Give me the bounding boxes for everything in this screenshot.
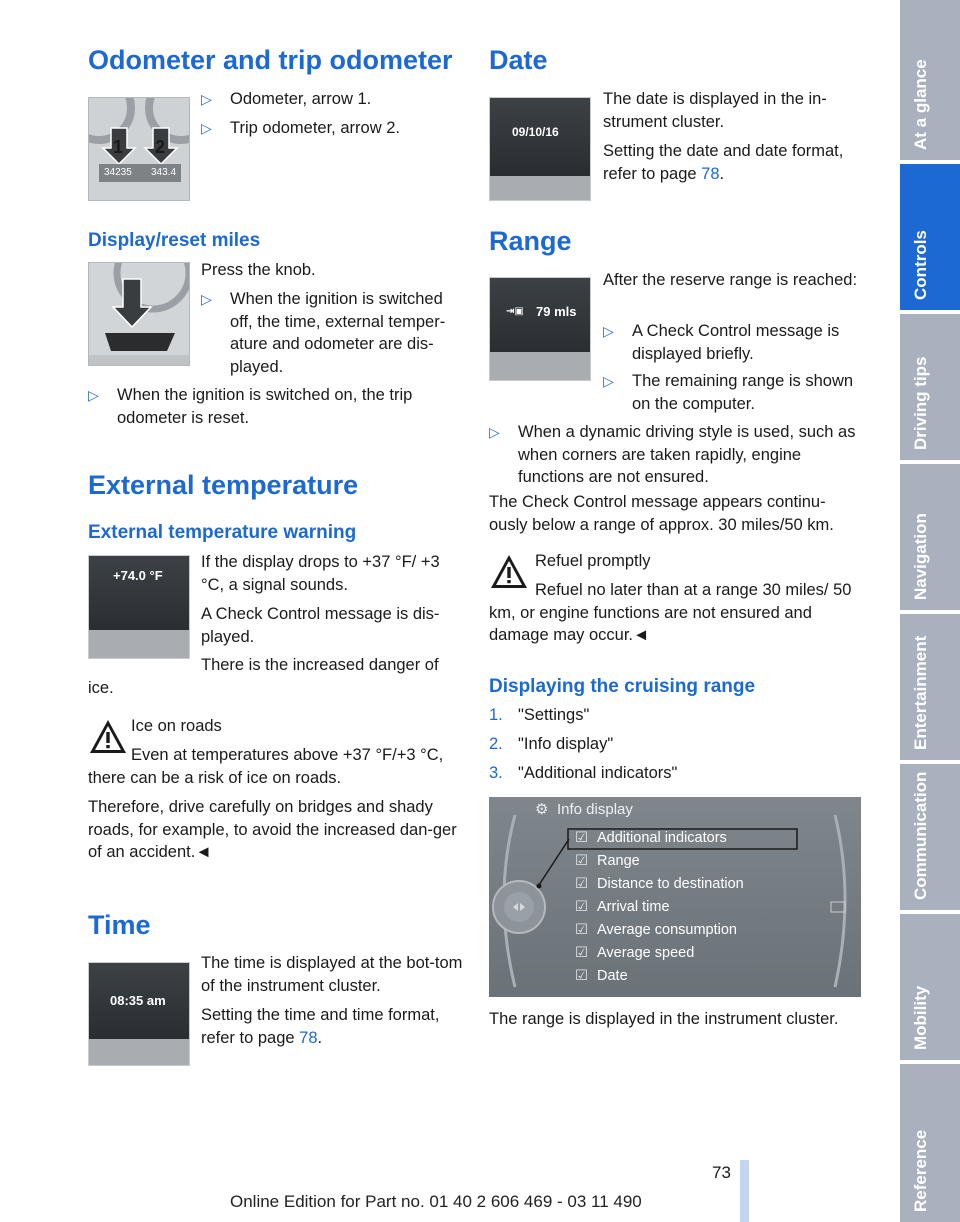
bullet-triangle-icon: ▷ bbox=[201, 291, 212, 307]
press-knob-text: Press the knob. bbox=[201, 261, 316, 279]
odometer-illustration bbox=[89, 98, 190, 201]
bullet-odometer: ▷ Odometer, arrow 1. bbox=[201, 88, 461, 111]
checkbox-icon: ☑ bbox=[575, 945, 588, 961]
knob-illustration bbox=[89, 263, 190, 366]
odometer-image bbox=[88, 97, 190, 201]
menu-item-average-consumption[interactable]: ☑ Average consumption bbox=[575, 922, 737, 938]
temp-ice-danger-text: There is the increased danger of ice. bbox=[88, 656, 439, 697]
temp-check-control-text: A Check Control message is dis-played. bbox=[201, 605, 440, 646]
external-temperature-warning-heading: External temperature warning bbox=[88, 522, 357, 543]
tab-entertainment[interactable]: Entertainment bbox=[900, 614, 960, 760]
step-3: 3. "Additional indicators" bbox=[489, 764, 678, 782]
range-heading: Range bbox=[489, 226, 572, 256]
date-display-text: The date is displayed in the in-strument cluster. bbox=[603, 90, 827, 131]
checkbox-icon: ☑ bbox=[575, 968, 588, 984]
odometer-value: 34235 bbox=[104, 167, 132, 178]
date-display-value: 09/10/16 bbox=[512, 125, 559, 139]
bullet-triangle-icon: ▷ bbox=[603, 373, 614, 389]
range-display-image bbox=[489, 277, 591, 381]
checkbox-icon: ☑ bbox=[575, 876, 588, 892]
arrow-2-label: 2 bbox=[155, 137, 166, 157]
date-page-link[interactable]: 78 bbox=[701, 164, 720, 183]
checkbox-icon: ☑ bbox=[575, 899, 588, 915]
chapter-tabs bbox=[900, 0, 960, 1222]
page-number: 73 bbox=[712, 1163, 731, 1182]
arrow-1-label: 1 bbox=[113, 137, 124, 157]
info-display-menu bbox=[575, 830, 835, 991]
tab-at-a-glance[interactable]: At a glance bbox=[900, 0, 960, 160]
date-setting-text: Setting the date and date format, refer to page 78. bbox=[603, 142, 844, 183]
check-control-continuous-text: The Check Control message appears continu-ously below a range of approx. 30 miles/50 km. bbox=[489, 493, 834, 534]
range-intro-text: After the reserve range is reached: bbox=[603, 271, 858, 289]
info-display-screen bbox=[489, 797, 861, 997]
knob-image bbox=[88, 262, 190, 366]
menu-item-arrival-time[interactable]: ☑ Arrival time bbox=[575, 899, 670, 915]
step-1: 1. "Settings" bbox=[489, 706, 590, 724]
time-heading: Time bbox=[88, 910, 151, 940]
menu-item-distance-to-destination[interactable]: ☑ Distance to destination bbox=[575, 876, 744, 892]
gear-icon: ⚙ bbox=[535, 801, 549, 818]
bullet-triangle-icon: ▷ bbox=[201, 91, 212, 107]
display-bezel bbox=[490, 176, 591, 200]
range-display-value: 79 mls bbox=[536, 304, 577, 319]
checkbox-icon: ☑ bbox=[575, 830, 588, 846]
display-reset-heading: Display/reset miles bbox=[88, 230, 261, 251]
tab-navigation[interactable]: Navigation bbox=[900, 464, 960, 610]
bullet-triangle-icon: ▷ bbox=[88, 387, 99, 403]
display-bezel bbox=[89, 1039, 190, 1065]
bullet-triangle-icon: ▷ bbox=[603, 323, 614, 339]
cruising-range-heading: Displaying the cruising range bbox=[489, 676, 756, 697]
time-display-text: The time is displayed at the bot-tom of the instrument cluster. bbox=[201, 954, 463, 995]
menu-item-average-speed[interactable]: ☑ Average speed bbox=[575, 945, 695, 961]
date-display-image bbox=[489, 97, 591, 201]
external-temperature-heading: External temperature bbox=[88, 470, 359, 500]
time-page-link[interactable]: 78 bbox=[299, 1028, 318, 1047]
bullet-ignition-on: ▷ When the ignition is switched on, the trip odometer is reset. bbox=[88, 386, 413, 427]
refuel-warning-title: Refuel promptly bbox=[535, 552, 651, 570]
checkbox-icon: ☑ bbox=[575, 853, 588, 869]
tab-controls[interactable]: Controls bbox=[900, 164, 960, 310]
page-number-bar bbox=[740, 1160, 749, 1222]
temperature-display-image bbox=[88, 555, 190, 659]
menu-item-date[interactable]: ☑ Date bbox=[575, 968, 628, 984]
bullet-check-control: ▷ A Check Control message is displayed briefly. bbox=[603, 322, 840, 363]
time-display-value: 08:35 am bbox=[110, 993, 166, 1008]
time-display-image bbox=[88, 962, 190, 1066]
date-heading: Date bbox=[489, 45, 548, 75]
tab-reference[interactable]: Reference bbox=[900, 1064, 960, 1222]
bullet-ignition-off: ▷ When the ignition is switched off, the time, external temper-ature and odometer are dis-played. bbox=[201, 290, 446, 376]
checkbox-icon: ☑ bbox=[575, 922, 588, 938]
tab-driving-tips[interactable]: Driving tips bbox=[900, 314, 960, 460]
menu-item-additional-indicators[interactable]: ☑ Additional indicators bbox=[575, 830, 727, 846]
info-display-title: Info display bbox=[557, 801, 633, 818]
refuel-warning-text: Refuel no later than at a range 30 miles/ 50 km, or engine functions are not ensured and damage may occur.◄ bbox=[489, 581, 852, 644]
bullet-triangle-icon: ▷ bbox=[489, 424, 500, 440]
odometer-heading: Odometer and trip odometer bbox=[88, 45, 453, 75]
bullet-remaining-range: ▷ The remaining range is shown on the computer. bbox=[603, 372, 854, 413]
temperature-display-value: +74.0 °F bbox=[113, 568, 163, 583]
tab-communication[interactable]: Communication bbox=[900, 764, 960, 910]
step-2: 2. "Info display" bbox=[489, 735, 614, 753]
trip-value: 343.4 bbox=[151, 167, 177, 178]
range-caption-text: The range is displayed in the instrument cluster. bbox=[489, 1010, 839, 1028]
ice-warning-title: Ice on roads bbox=[131, 717, 222, 735]
bullet-triangle-icon: ▷ bbox=[201, 120, 212, 136]
bullet-trip-odometer: ▷ Trip odometer, arrow 2. bbox=[201, 117, 461, 140]
drive-carefully-text: Therefore, drive carefully on bridges and shady roads, for example, to avoid the increased dan-ger of an accident.◄ bbox=[88, 798, 457, 861]
display-bezel bbox=[490, 352, 591, 380]
time-setting-text: Setting the time and time format, refer to page 78. bbox=[201, 1006, 440, 1047]
fuel-pump-icon: ⇥▣ bbox=[506, 306, 524, 317]
temp-signal-text: If the display drops to +37 °F/ +3 °C, a signal sounds. bbox=[201, 553, 440, 594]
tab-mobility[interactable]: Mobility bbox=[900, 914, 960, 1060]
ice-warning-text: Even at temperatures above +37 °F/+3 °C, there can be a risk of ice on roads. bbox=[88, 746, 444, 787]
footer-edition-text: Online Edition for Part no. 01 40 2 606 469 - 03 11 490 bbox=[230, 1192, 642, 1211]
menu-item-range[interactable]: ☑ Range bbox=[575, 853, 640, 869]
bullet-dynamic-driving: ▷ When a dynamic driving style is used, such as when corners are taken rapidly, engine functions are not ensured. bbox=[489, 423, 856, 486]
